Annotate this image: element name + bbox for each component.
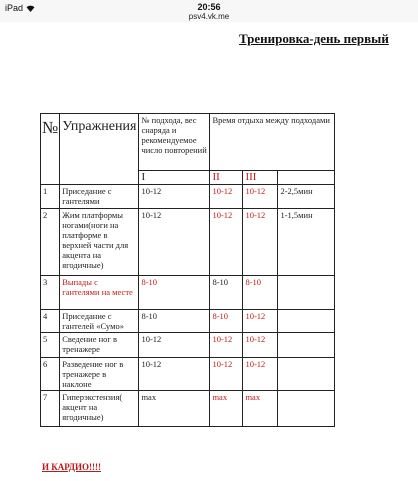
exercise-name: Выпады с гантелями на месте <box>60 276 139 310</box>
set-3-reps: 8-10 <box>243 276 278 310</box>
set-2-reps: max <box>210 391 243 427</box>
header-sets: № подхода, вес снаряда и рекомендуемое число повторений <box>139 114 210 171</box>
set-2-reps: 8-10 <box>210 276 243 310</box>
header-roman-1: I <box>139 171 210 185</box>
header-roman-3: III <box>243 171 278 185</box>
header-empty <box>278 171 335 185</box>
set-1-reps: 10-12 <box>139 358 210 391</box>
table-row <box>41 209 335 276</box>
set-1-reps: 10-12 <box>139 333 210 358</box>
set-1-reps: 8-10 <box>139 276 210 310</box>
set-3-reps: 10-12 <box>243 310 278 333</box>
exercise-name: Приседание с гантелями <box>60 185 139 209</box>
exercise-name: Приседание с гантелей «Сумо» <box>60 310 139 333</box>
status-time: 20:56 <box>197 2 221 12</box>
set-1-reps: 10-12 <box>139 209 210 276</box>
table-row <box>41 276 335 310</box>
set-3-reps: 10-12 <box>243 358 278 391</box>
exercise-name: Сведение ног в тренажере <box>60 333 139 358</box>
set-3-reps: 10-12 <box>243 209 278 276</box>
set-2-reps: 10-12 <box>210 185 243 209</box>
row-number: 2 <box>41 209 60 276</box>
cardio-note: И КАРДИО!!!! <box>42 462 101 472</box>
header-exercise: Упражнения <box>60 114 139 185</box>
table-row <box>41 333 335 358</box>
set-2-reps: 10-12 <box>210 333 243 358</box>
row-number: 4 <box>41 310 60 333</box>
row-number: 6 <box>41 358 60 391</box>
set-1-reps: 8-10 <box>139 310 210 333</box>
page-title: Тренировка-день первый <box>239 31 389 46</box>
header-number: № <box>41 114 60 185</box>
set-2-reps: 10-12 <box>210 209 243 276</box>
address-url[interactable]: psv4.vk.me <box>188 12 230 21</box>
workout-table <box>40 113 335 427</box>
set-2-reps: 8-10 <box>210 310 243 333</box>
rest-time: 1-1,5мин <box>278 209 335 276</box>
rest-time <box>278 276 335 310</box>
rest-time <box>278 391 335 427</box>
table-row <box>41 310 335 333</box>
set-1-reps: 10-12 <box>139 185 210 209</box>
table-row <box>41 391 335 427</box>
set-3-reps: 10-12 <box>243 333 278 358</box>
status-bar <box>0 0 418 22</box>
table-row <box>41 358 335 391</box>
set-1-reps: max <box>139 391 210 427</box>
exercise-name: Гиперэкстензия( акцент на ягодичные) <box>60 391 139 427</box>
rest-time <box>278 358 335 391</box>
set-3-reps: 10-12 <box>243 185 278 209</box>
device-label: iPad <box>5 3 24 13</box>
row-number: 1 <box>41 185 60 209</box>
header-roman-2: II <box>210 171 243 185</box>
exercise-name: Разведение ног в тренажере в наклоне <box>60 358 139 391</box>
row-number: 3 <box>41 276 60 310</box>
row-number: 7 <box>41 391 60 427</box>
rest-time <box>278 310 335 333</box>
rest-time <box>278 333 335 358</box>
rest-time: 2-2,5мин <box>278 185 335 209</box>
set-2-reps: 10-12 <box>210 358 243 391</box>
exercise-name: Жим платформы ногами(ноги на платформе в верхней части для акцента на ягодичные) <box>60 209 139 276</box>
set-3-reps: max <box>243 391 278 427</box>
header-rest: Время отдыха между подходами <box>210 114 335 171</box>
table-row <box>41 185 335 209</box>
row-number: 5 <box>41 333 60 358</box>
